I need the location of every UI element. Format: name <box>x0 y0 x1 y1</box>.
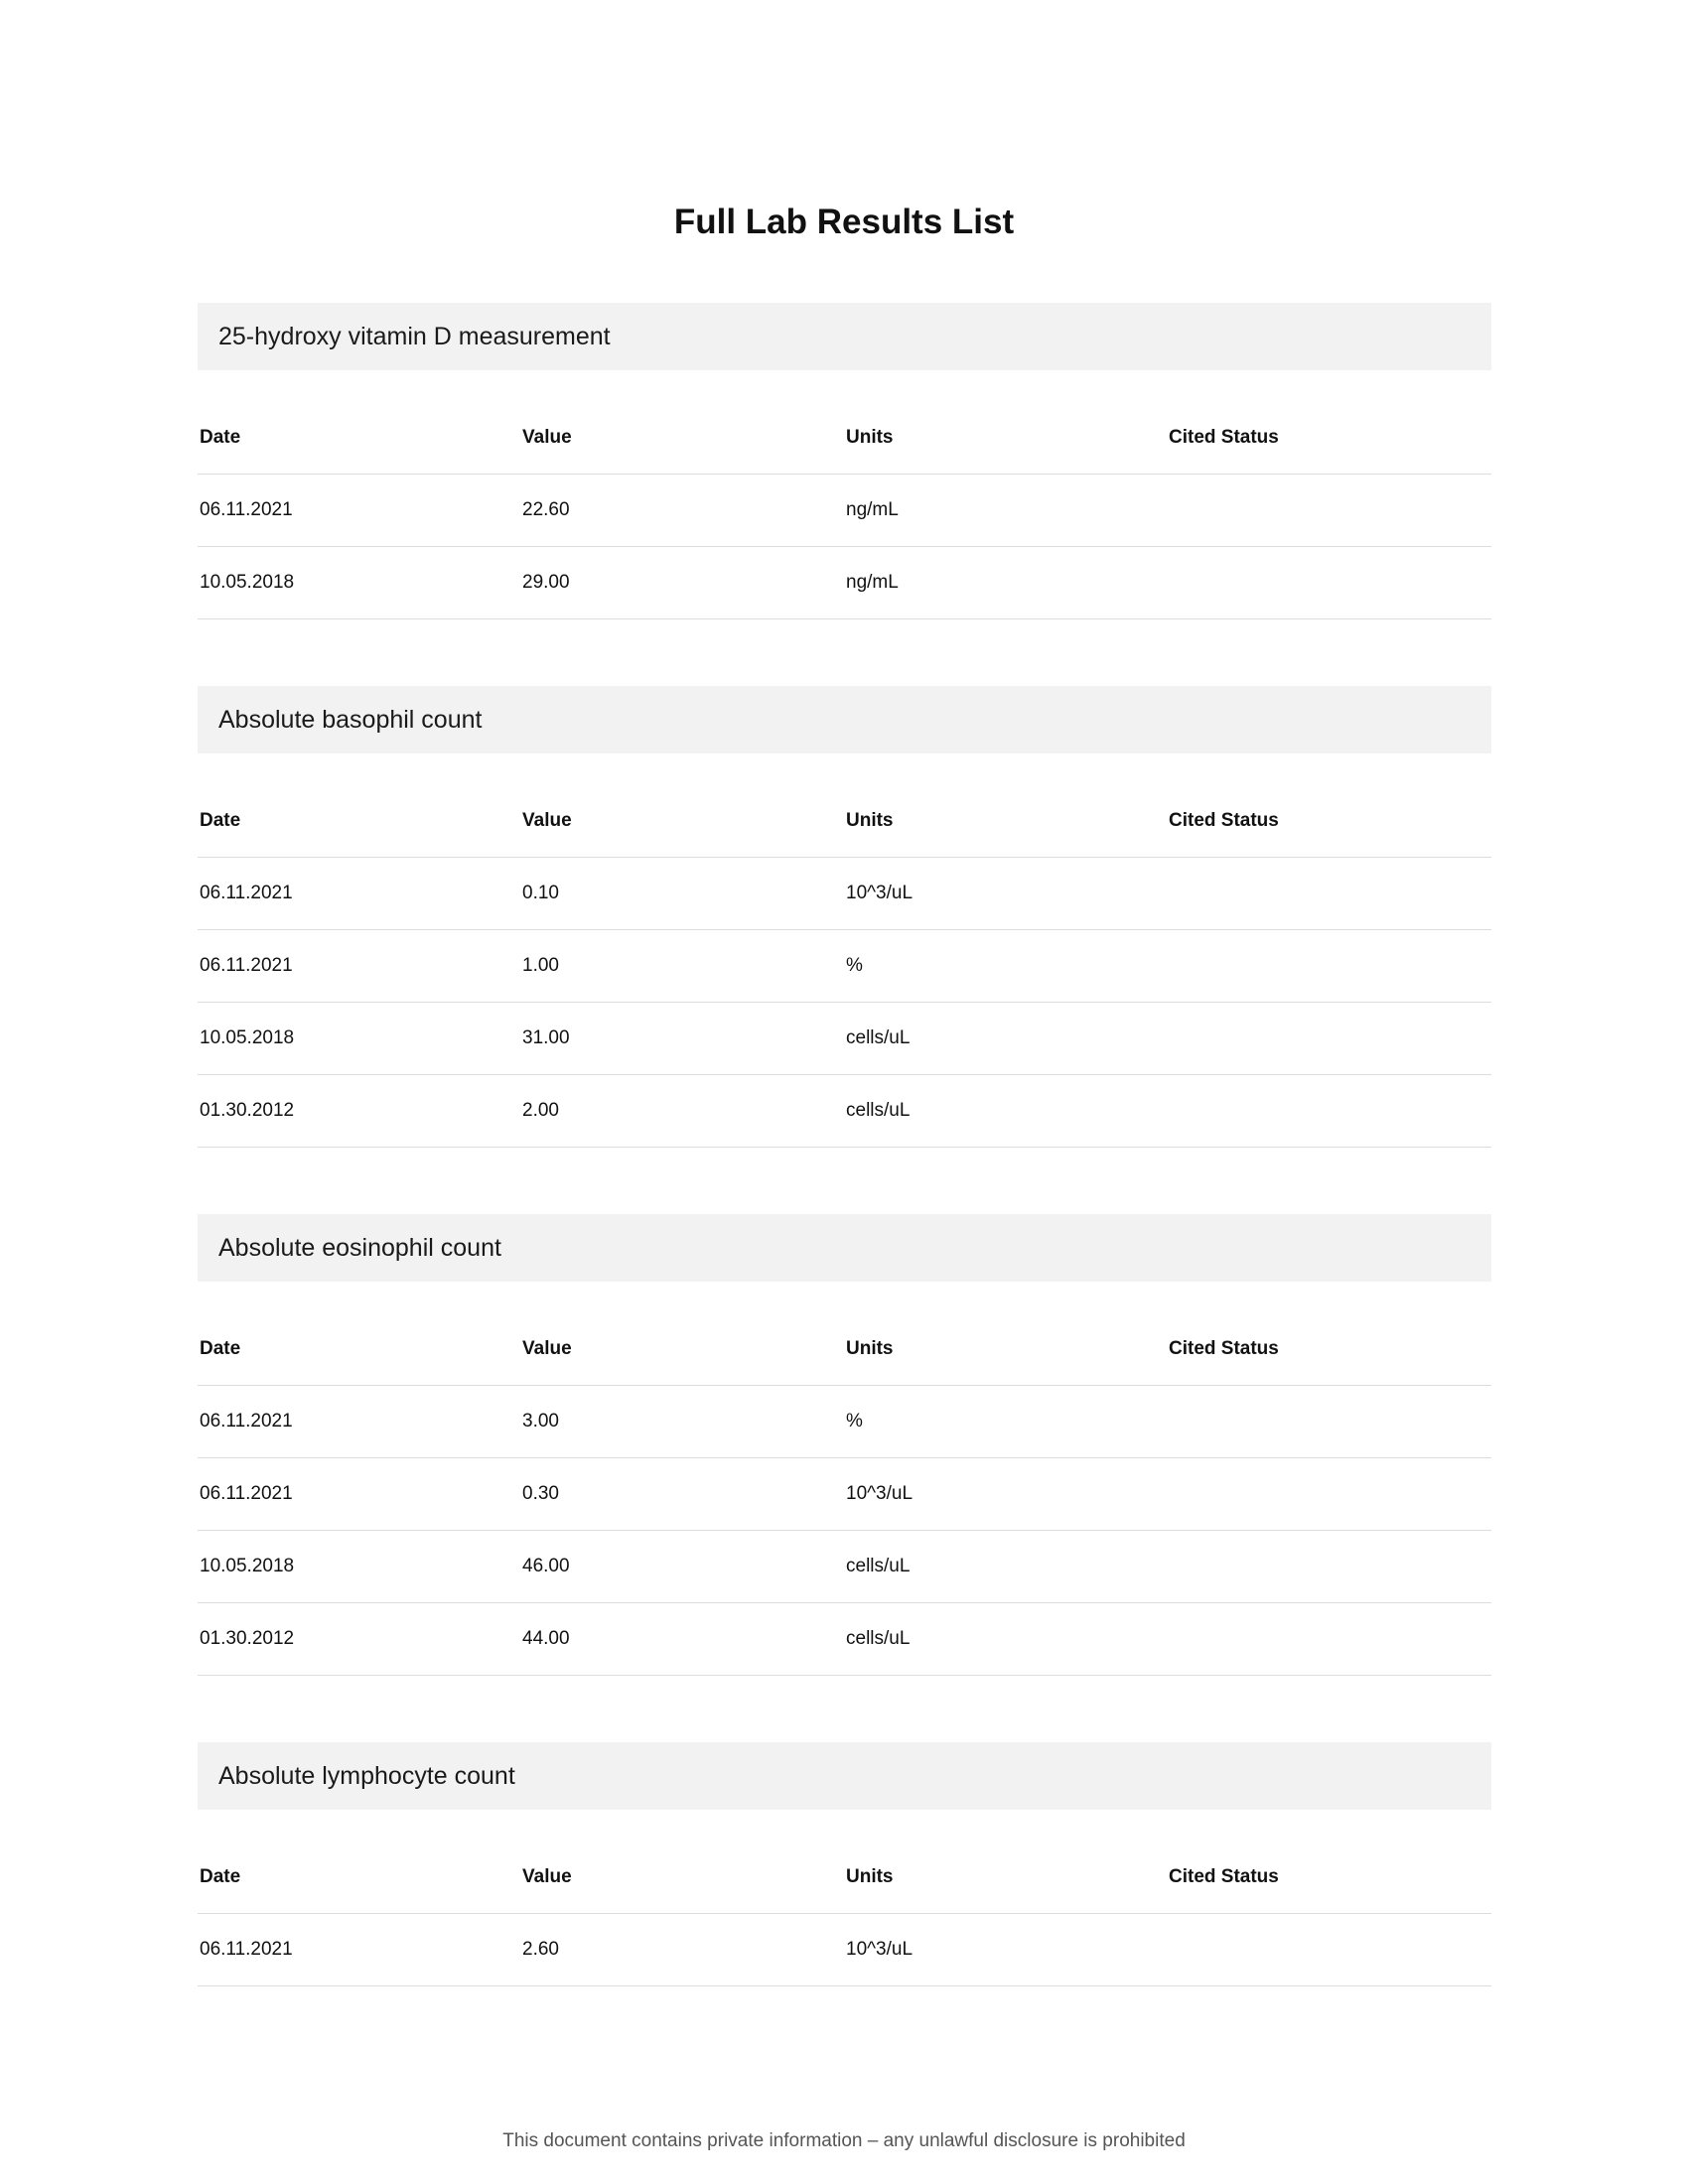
table-row <box>198 1075 1491 1148</box>
cell-date: 10.05.2018 <box>198 1531 520 1603</box>
column-header-cited-status: Cited Status <box>1167 1313 1491 1386</box>
cell-units: ng/mL <box>844 475 1167 547</box>
cell-cited-status <box>1167 1531 1491 1603</box>
cell-date: 06.11.2021 <box>198 930 520 1003</box>
cell-value: 22.60 <box>520 475 844 547</box>
cell-cited-status <box>1167 547 1491 619</box>
column-header-date: Date <box>198 785 520 858</box>
cell-date: 10.05.2018 <box>198 1003 520 1075</box>
column-header-cited-status: Cited Status <box>1167 1842 1491 1914</box>
table-row <box>198 547 1491 619</box>
cell-units: 10^3/uL <box>844 858 1167 930</box>
cell-cited-status <box>1167 1003 1491 1075</box>
section-header: Absolute eosinophil count <box>198 1214 1491 1282</box>
lab-section <box>198 686 1491 1148</box>
table-header-row <box>198 1842 1491 1914</box>
column-header-units: Units <box>844 1313 1167 1386</box>
lab-results-list <box>198 303 1491 2053</box>
cell-value: 46.00 <box>520 1531 844 1603</box>
table-header-row <box>198 402 1491 475</box>
cell-units: 10^3/uL <box>844 1458 1167 1531</box>
section-header: Absolute basophil count <box>198 686 1491 753</box>
table-row <box>198 1386 1491 1458</box>
cell-date: 06.11.2021 <box>198 1386 520 1458</box>
results-table <box>198 402 1491 619</box>
cell-cited-status <box>1167 858 1491 930</box>
table-header-row <box>198 785 1491 858</box>
column-header-cited-status: Cited Status <box>1167 402 1491 475</box>
cell-value: 29.00 <box>520 547 844 619</box>
column-header-date: Date <box>198 402 520 475</box>
column-header-units: Units <box>844 785 1167 858</box>
table-row <box>198 1531 1491 1603</box>
lab-section <box>198 1214 1491 1676</box>
cell-units: cells/uL <box>844 1603 1167 1676</box>
cell-cited-status <box>1167 1914 1491 1986</box>
cell-date: 01.30.2012 <box>198 1075 520 1148</box>
cell-units: % <box>844 1386 1167 1458</box>
column-header-cited-status: Cited Status <box>1167 785 1491 858</box>
cell-date: 10.05.2018 <box>198 547 520 619</box>
table-row <box>198 930 1491 1003</box>
cell-value: 2.00 <box>520 1075 844 1148</box>
cell-cited-status <box>1167 1458 1491 1531</box>
table-row <box>198 858 1491 930</box>
results-table <box>198 785 1491 1148</box>
cell-date: 06.11.2021 <box>198 1914 520 1986</box>
section-header: Absolute lymphocyte count <box>198 1742 1491 1810</box>
cell-value: 31.00 <box>520 1003 844 1075</box>
lab-section <box>198 303 1491 619</box>
cell-cited-status <box>1167 475 1491 547</box>
column-header-value: Value <box>520 402 844 475</box>
cell-date: 06.11.2021 <box>198 858 520 930</box>
cell-units: 10^3/uL <box>844 1914 1167 1986</box>
column-header-date: Date <box>198 1842 520 1914</box>
cell-cited-status <box>1167 1386 1491 1458</box>
cell-cited-status <box>1167 1603 1491 1676</box>
cell-date: 06.11.2021 <box>198 1458 520 1531</box>
cell-date: 01.30.2012 <box>198 1603 520 1676</box>
cell-value: 0.30 <box>520 1458 844 1531</box>
cell-units: ng/mL <box>844 547 1167 619</box>
cell-value: 3.00 <box>520 1386 844 1458</box>
section-header: 25-hydroxy vitamin D measurement <box>198 303 1491 370</box>
column-header-units: Units <box>844 1842 1167 1914</box>
privacy-footer: This document contains private information – any unlawful disclosure is prohibited <box>502 2130 1186 2151</box>
cell-value: 44.00 <box>520 1603 844 1676</box>
page-title: Full Lab Results List <box>673 203 1015 241</box>
table-row <box>198 1003 1491 1075</box>
column-header-value: Value <box>520 785 844 858</box>
cell-units: cells/uL <box>844 1531 1167 1603</box>
table-row <box>198 1603 1491 1676</box>
lab-section <box>198 1742 1491 1986</box>
cell-value: 0.10 <box>520 858 844 930</box>
cell-cited-status <box>1167 1075 1491 1148</box>
cell-value: 1.00 <box>520 930 844 1003</box>
table-row <box>198 475 1491 547</box>
table-header-row <box>198 1313 1491 1386</box>
column-header-value: Value <box>520 1842 844 1914</box>
cell-units: cells/uL <box>844 1003 1167 1075</box>
cell-value: 2.60 <box>520 1914 844 1986</box>
results-table <box>198 1842 1491 1986</box>
results-table <box>198 1313 1491 1676</box>
cell-units: % <box>844 930 1167 1003</box>
column-header-value: Value <box>520 1313 844 1386</box>
cell-units: cells/uL <box>844 1075 1167 1148</box>
column-header-units: Units <box>844 402 1167 475</box>
cell-cited-status <box>1167 930 1491 1003</box>
cell-date: 06.11.2021 <box>198 475 520 547</box>
column-header-date: Date <box>198 1313 520 1386</box>
table-row <box>198 1458 1491 1531</box>
table-row <box>198 1914 1491 1986</box>
